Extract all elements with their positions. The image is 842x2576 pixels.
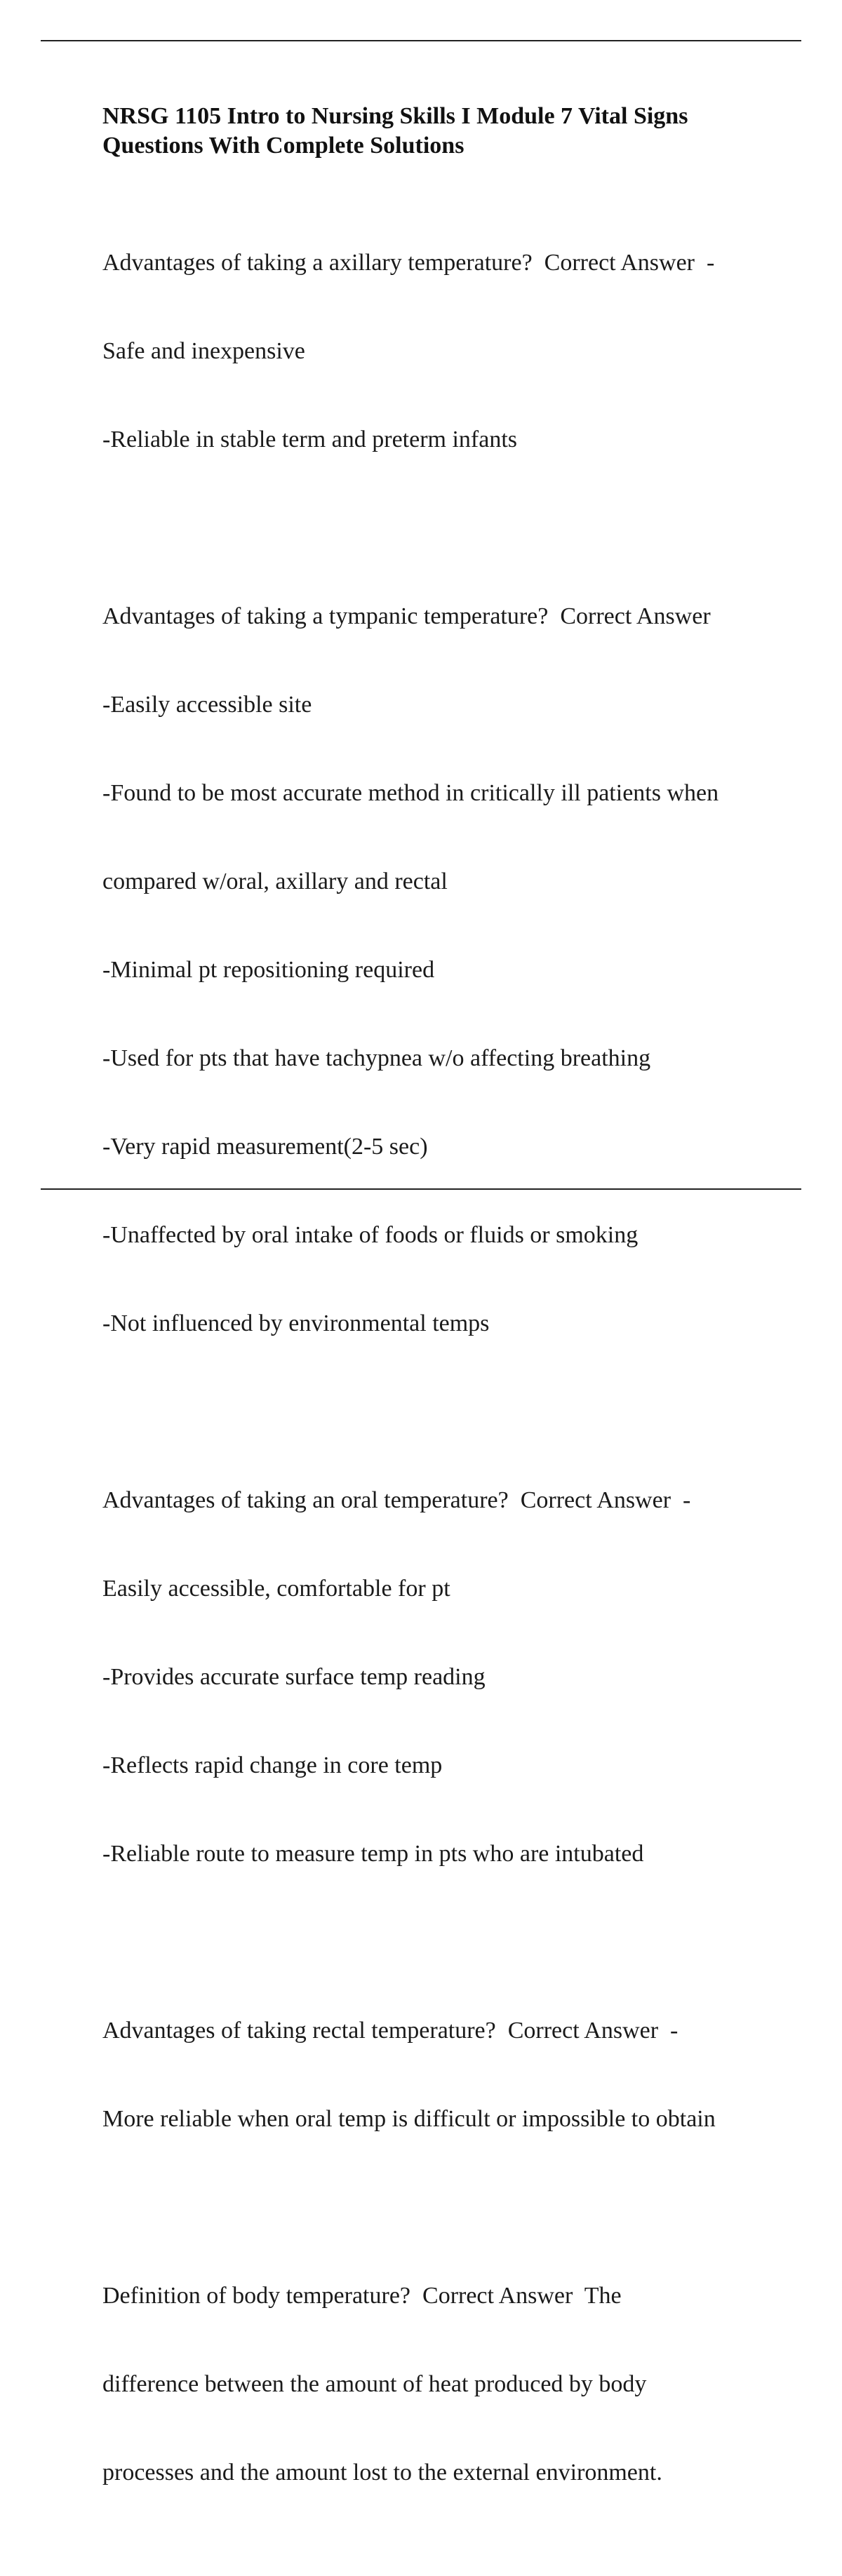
qa-entry-tympanic [102, 543, 762, 1397]
qa-line: Easily accessible, comfortable for pt [102, 1576, 450, 1602]
qa-line: Advantages of taking a axillary temperature? Correct Answer - [102, 250, 715, 276]
bottom-divider [41, 1188, 801, 1190]
qa-line: difference between the amount of heat produced by body [102, 2371, 647, 2397]
qa-line: -Found to be most accurate method in critically ill patients when [102, 780, 719, 806]
qa-line: -Minimal pt repositioning required [102, 957, 435, 983]
document-body [102, 102, 762, 2576]
qa-line: -Used for pts that have tachypnea w/o affecting breathing [102, 1045, 651, 1071]
qa-line: Definition of body temperature? Correct Answer The [102, 2283, 622, 2309]
qa-entry-axillary [102, 189, 762, 514]
qa-line: -Reliable in stable term and preterm infants [102, 427, 518, 452]
qa-line: Advantages of taking an oral temperature? Correct Answer - [102, 1487, 691, 1513]
qa-line: -Very rapid measurement(2-5 sec) [102, 1134, 428, 1160]
qa-line: Advantages of taking rectal temperature? Correct Answer - [102, 2018, 679, 2044]
qa-entry-body-temperature [102, 2222, 762, 2547]
qa-line: -Reliable route to measure temp in pts who are intubated [102, 1841, 644, 1867]
title-line: Questions With Complete Solutions [102, 133, 465, 159]
qa-line: Advantages of taking a tympanic temperature? Correct Answer [102, 603, 711, 629]
qa-line: -Reflects rapid change in core temp [102, 1752, 443, 1778]
qa-line: -Easily accessible site [102, 692, 312, 718]
qa-entry-rectal [102, 1957, 762, 2193]
document-title [102, 102, 762, 161]
qa-line: Safe and inexpensive [102, 338, 305, 364]
qa-entry-oral [102, 1427, 762, 1928]
qa-line: -Provides accurate surface temp reading [102, 1664, 486, 1690]
qa-list [102, 189, 762, 2547]
top-divider [41, 40, 801, 41]
qa-line: -Not influenced by environmental temps [102, 1310, 490, 1336]
qa-line: -Unaffected by oral intake of foods or fluids or smoking [102, 1222, 639, 1248]
qa-line: processes and the amount lost to the external environment. [102, 2460, 662, 2486]
qa-line: More reliable when oral temp is difficult or impossible to obtain [102, 2106, 716, 2132]
qa-line: compared w/oral, axillary and rectal [102, 868, 448, 894]
title-line: NRSG 1105 Intro to Nursing Skills I Module 7 Vital Signs [102, 103, 688, 129]
